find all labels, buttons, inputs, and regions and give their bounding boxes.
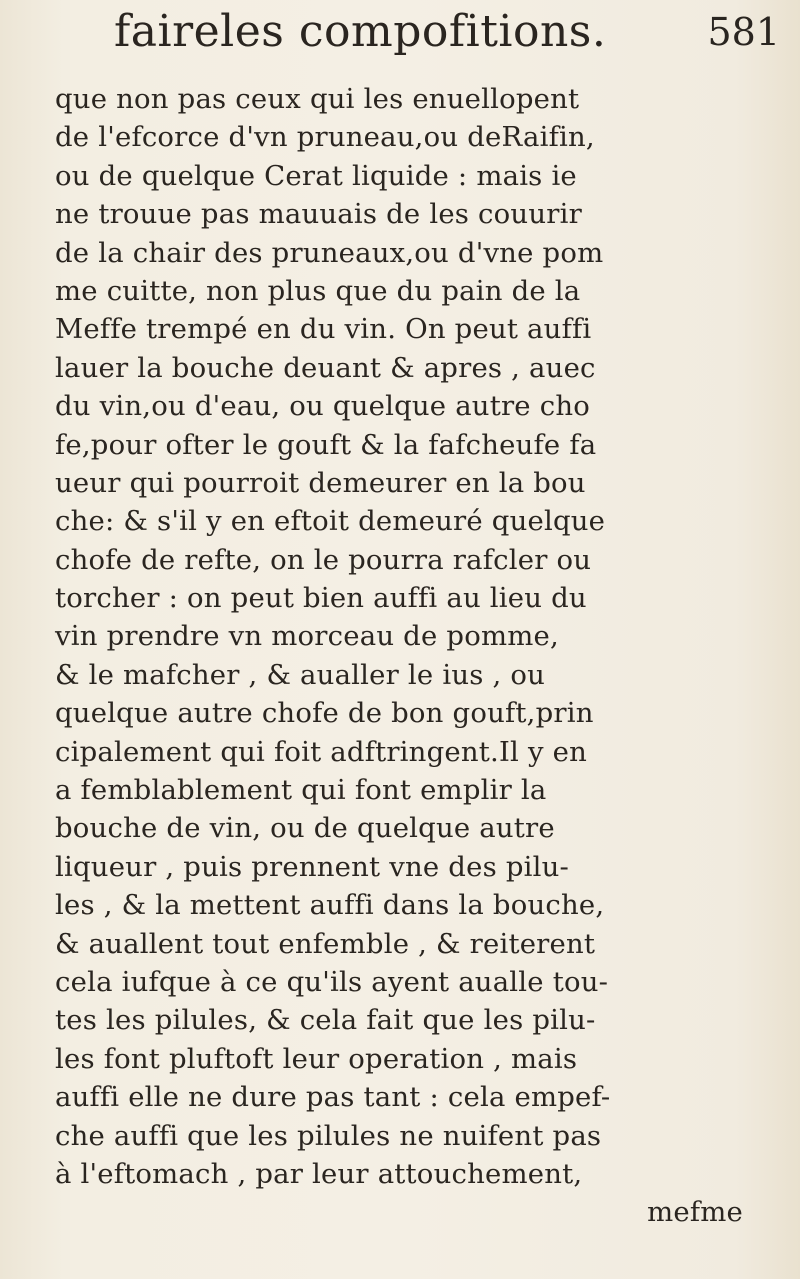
text-line: de l'efcorce d'vn pruneau,ou deRaifin,	[55, 121, 595, 154]
text-line: me cuitte, non plus que du pain de la	[55, 274, 581, 307]
text-line: que non pas ceux qui les enuellopent	[55, 83, 580, 115]
text-line: liqueur , puis prennent vne des pilu-	[55, 850, 570, 883]
text-line: cipalement qui foit adftringent.Il y en	[55, 735, 588, 768]
text-line: ueur qui pourroit demeurer en la bou	[55, 466, 586, 499]
text-line: che auffi que les pilules ne nuifent pas	[55, 1119, 602, 1152]
text-line: lauer la bouche deuant & apres , auec	[55, 351, 596, 384]
text-line: tes les pilules, & cela fait que les pilu-	[55, 1004, 596, 1037]
text-line: ou de quelque Cerat liquide : mais ie	[55, 159, 577, 192]
text-line: a femblablement qui font emplir la	[55, 774, 547, 807]
text-line: quelque autre chofe de bon gouft,prin	[55, 697, 594, 730]
text-line: torcher : on peut bien auffi au lieu du	[55, 582, 587, 615]
text-line: chofe de refte, on le pourra rafcler ou	[55, 543, 592, 576]
text-line: bouche de vin, ou de quelque autre	[55, 812, 555, 845]
text-line: Meffe trempé en du vin. On peut auffi	[55, 313, 592, 346]
body-text	[55, 80, 795, 1232]
text-line: à l'eftomach , par leur attouchement,	[55, 1157, 583, 1190]
text-line: & le mafcher , & aualler le ius , ou	[55, 658, 546, 691]
text-line: ne trouue pas mauuais de les couurir	[55, 198, 582, 231]
text-line: de la chair des pruneaux,ou d'vne pom	[55, 236, 604, 269]
text-line: les , & la mettent auffi dans la bouche,	[55, 889, 605, 922]
text-line: vin prendre vn morceau de pomme,	[55, 620, 559, 653]
text-line: che: & s'il y en eftoit demeuré quelque	[55, 505, 606, 538]
text-line: cela iufque à ce qu'ils ayent aualle tou-	[55, 965, 609, 998]
text-line: auffi elle ne dure pas tant : cela empef-	[55, 1081, 611, 1114]
catchword: mefme	[647, 1196, 743, 1229]
text-line: du vin,ou d'eau, ou quelque autre cho	[55, 390, 590, 423]
text-line: & auallent tout enfemble , & reiterent	[55, 927, 596, 960]
page-number: 581	[707, 10, 780, 54]
running-title: faireles compofitions.	[114, 6, 607, 57]
page-header	[100, 6, 780, 70]
text-line: fe,pour ofter le gouft & la fafcheufe fa	[55, 428, 597, 461]
catchword-line	[55, 1193, 795, 1231]
text-line: les font pluftoft leur operation , mais	[55, 1042, 578, 1075]
